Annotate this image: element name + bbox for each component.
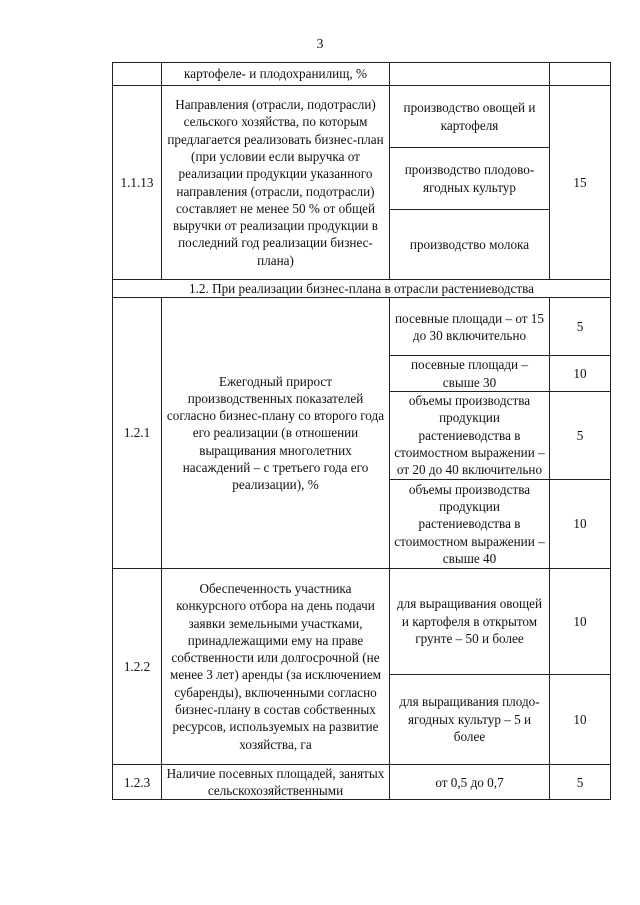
- option-cell: для выращивания овощей и картофеля в открытом грунте – 50 и более: [390, 568, 550, 674]
- score-cell: 5: [550, 764, 611, 800]
- score-cell: 10: [550, 479, 611, 568]
- option-cell: посевные площади – свыше 30: [390, 356, 550, 392]
- option-cell: от 0,5 до 0,7: [390, 764, 550, 800]
- criterion-description: Направления (отрасли, подотрасли) сельского хозяйства, по которым предлагается реализовать бизнес-план (при условии если выручка от реализации продукции указанного направления (отрасли, подотрасли) составляет не менее 50 % от общей выручки от реализации продукции в последний год реализации бизнес-плана): [162, 86, 390, 280]
- criterion-description: Обеспеченность участника конкурсного отбора на день подачи заявки земельными участками, принадлежащими ему на праве собственности или долгосрочной (не менее 3 лет) аренды (за исключением субаренды), включенными согласно бизнес-плану в состав собственных ресурсов, используемых на развитие хозяйства, га: [162, 568, 390, 764]
- table-row: [113, 298, 611, 356]
- criterion-number: 1.2.1: [113, 298, 162, 569]
- score-cell: 5: [550, 298, 611, 356]
- table-row: [113, 63, 611, 86]
- score-cell: 10: [550, 356, 611, 392]
- section-title: 1.2. При реализации бизнес-плана в отрасли растениеводства: [113, 280, 611, 298]
- criterion-number: 1.1.13: [113, 86, 162, 280]
- score-cell: 15: [550, 86, 611, 280]
- page-number: 3: [316, 37, 324, 52]
- section-row: [113, 280, 611, 298]
- num-cell: [113, 63, 162, 86]
- option-cell: посевные площади – от 15 до 30 включительно: [390, 298, 550, 356]
- option-cell: объемы производства продукции растениеводства в стоимостном выражении – свыше 40: [390, 479, 550, 568]
- score-cell: 10: [550, 568, 611, 674]
- criterion-description: Наличие посевных площадей, занятых сельскохозяйственными: [162, 764, 390, 800]
- table-row: [113, 764, 611, 800]
- criterion-number: 1.2.2: [113, 568, 162, 764]
- score-cell: [550, 63, 611, 86]
- criteria-table: [112, 62, 611, 800]
- option-cell: объемы производства продукции растениеводства в стоимостном выражении – от 20 до 40 включительно: [390, 391, 550, 479]
- score-cell: 5: [550, 391, 611, 479]
- table-row: [113, 568, 611, 674]
- score-cell: 10: [550, 674, 611, 764]
- option-cell: для выращивания плодо-ягодных культур – 5 и более: [390, 674, 550, 764]
- option-cell: производство молока: [390, 210, 550, 280]
- option-cell: производство овощей и картофеля: [390, 86, 550, 148]
- criterion-description: Ежегодный прирост производственных показателей согласно бизнес-плану со второго года его реализации (в отношении выращивания многолетних насаждений – с третьего года его реализации), %: [162, 298, 390, 569]
- criterion-number: 1.2.3: [113, 764, 162, 800]
- table-row: [113, 86, 611, 148]
- desc-cell: картофеле- и плодохранилищ, %: [162, 63, 390, 86]
- option-cell: [390, 63, 550, 86]
- option-cell: производство плодово-ягодных культур: [390, 148, 550, 210]
